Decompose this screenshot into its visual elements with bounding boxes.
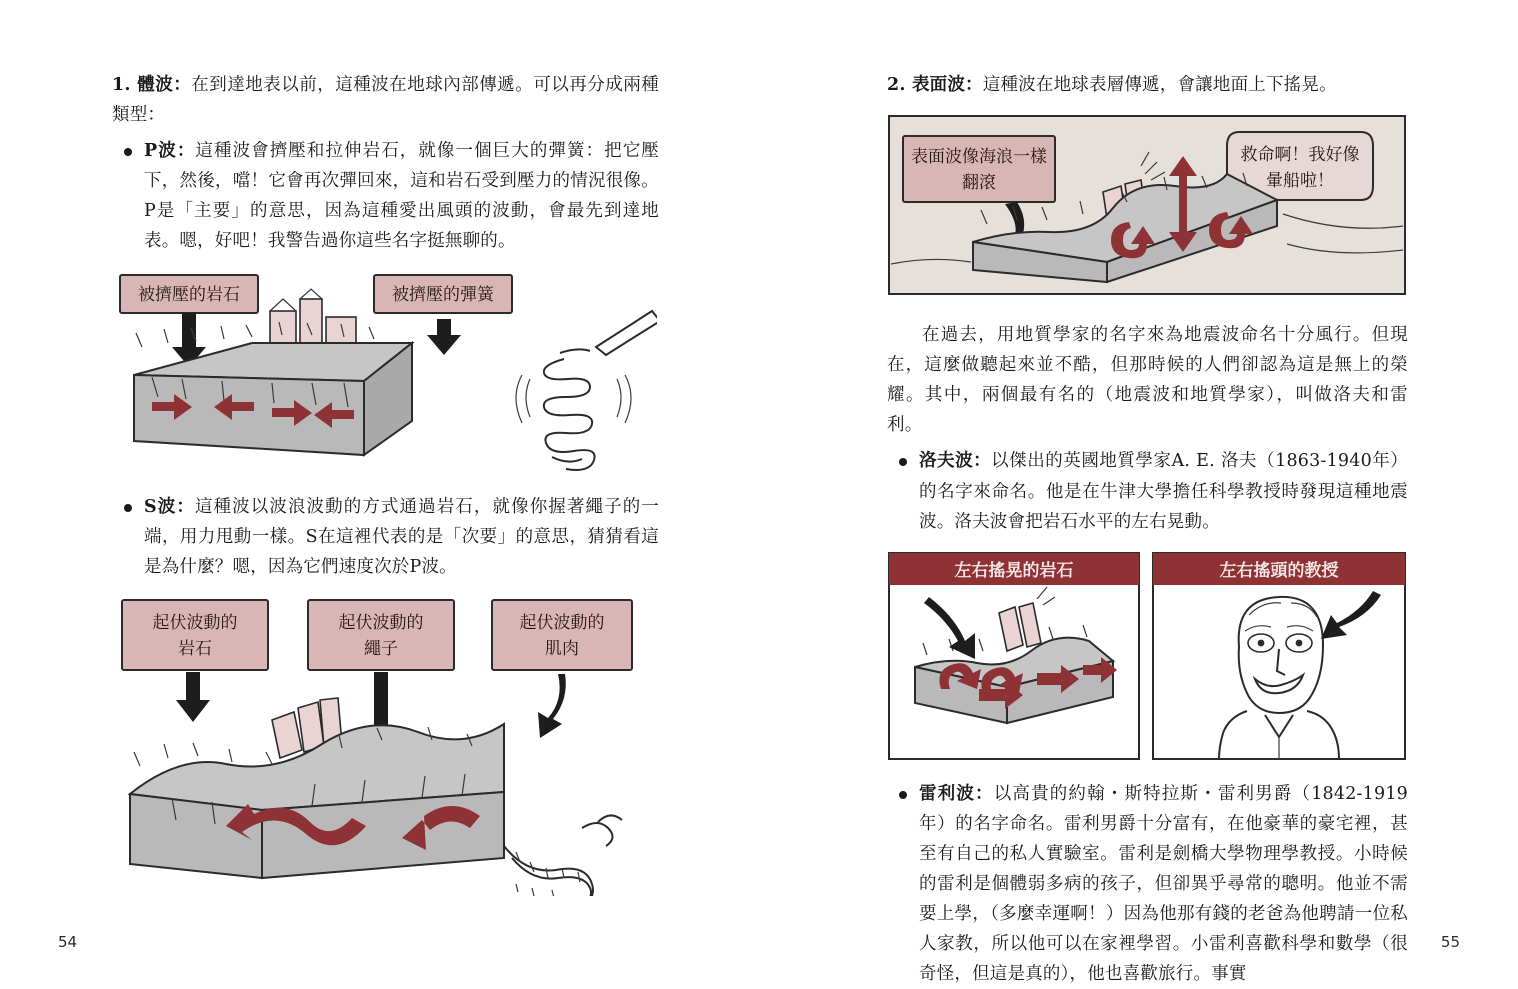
label-rolling-muscle-line2: 肌肉 [545,638,579,659]
surface-wave-illustration [887,114,1407,304]
bullet-rayleigh-wave-body [919,779,1408,989]
bullet-s-wave-text: 這種波以波浪波動的方式通過岩石，就像你握著繩子的一端，用力甩動一樣。S在這裡代表的是「次要」的意思，猜猜看這是為什麼？嗯，因為它們速度次於P波。 [144,496,659,577]
bullet-rayleigh-wave [897,779,1408,989]
right-section-intro-text: 這種波在地球表層傳遞，會讓地面上下搖晃。 [982,75,1337,95]
love-wave-illustration [887,551,1407,763]
bullet-love-wave-text: 以傑出的英國地質學家A. E. 洛夫（1863-1940年）的名字來命名。他是在牛津大學擔任科學教授時發現這種地震波。洛夫波會把岩石水平的左右晃動。 [919,451,1408,532]
bullet-p-wave-term: P波： [144,141,196,162]
label-squeezed-spring: 被擠壓的彈簧 [392,284,494,305]
bullet-love-wave-body [919,446,1408,536]
p-wave-figure [112,271,659,476]
right-paragraph: 在過去，用地質學家的名字來為地震波命名十分風行。但現在，這麼做聽起來並不酷，但那時候的人們卻認為這是無上的榮耀。其中，兩個最有名的（地震波和地質學家），叫做洛夫和雷利。 [887,325,1408,436]
label-surface-wave-line1: 表面波像海浪一樣 [911,147,1047,168]
bullet-s-wave [122,492,659,582]
bullet-p-wave-body [144,136,659,256]
bullet-s-wave-body [144,492,659,582]
speech-text-line2: 暈船啦！ [1266,171,1334,192]
bullet-s-wave-term: S波： [144,496,195,517]
surface-wave-figure [887,114,1408,304]
left-section-heading: 1. 體波： [112,75,192,95]
speech-text-line1: 救命啊！我好像 [1240,145,1360,166]
bullet-rayleigh-wave-term: 雷利波： [919,783,994,804]
label-box-rolling-rock [122,600,268,670]
buildings-group [270,289,356,349]
left-page [0,0,759,979]
page-number-left: 54 [58,933,78,951]
label-surface-wave-line2: 翻滾 [962,173,996,194]
love-wave-figure [887,551,1408,763]
s-wave-illustration [112,596,657,896]
arrow-to-spring [427,319,461,355]
bullet-love-wave [897,446,1408,536]
bullet-love-wave-term: 洛夫波： [919,451,992,472]
label-box-rolling-muscle [492,600,632,670]
s-wave-figure [112,596,659,896]
bullet-rayleigh-wave-text: 以高貴的約翰・斯特拉斯・雷利男爵（1842-1919年）的名字命名。雷利男爵十分富有，在他豪華的豪宅裡，甚至有自己的私人實驗室。雷利是劍橋大學物理學教授。小時候的雷利是個體弱多病的孩子，但卻異乎尋常的聰明。他並不需要上學，（多麼幸運啊！）因為他那有錢的老爸為他聘請一位私人家教，所以他可以在家裡學習。小雷利喜歡科學和數學（很奇怪，但這是真的），他也喜歡旅行。事實 [919,783,1408,985]
right-page [759,0,1518,985]
label-rolling-rope-line2: 繩子 [364,638,398,659]
rock-block-s [130,724,504,878]
spring-and-hand [516,311,657,470]
right-section-heading: 2. 表面波： [887,75,983,95]
label-squeezed-rock: 被擠壓的岩石 [138,284,240,305]
arrow-to-muscle-s [538,674,566,738]
label-rolling-rock-line1: 起伏波動的 [152,612,238,633]
bullet-p-wave-text: 這種波會擠壓和拉伸岩石，就像一個巨大的彈簧：把它壓下，然後，噹！它會再次彈回來，這和岩石受到壓力的情況很像。P是「主要」的意思，因為這種愛出風頭的波動，會最先到達地表。嗯，好吧！我警告過你這些名字挺無聊的。 [144,141,660,252]
right-section-intro [887,70,1408,100]
panel-professor-title: 左右搖頭的教授 [1219,560,1339,581]
p-wave-illustration [112,271,657,476]
label-rolling-rock-line2: 岩石 [178,638,212,659]
bullet-p-wave [122,136,659,256]
left-section-intro [112,70,659,130]
label-box-rolling-rope [308,600,454,670]
arrow-to-rock-s [176,672,210,722]
page-number-right: 55 [1440,933,1460,951]
label-rolling-muscle-line1: 起伏波動的 [519,612,605,633]
panel-rock-title: 左右搖晃的岩石 [954,560,1074,581]
label-rolling-rope-line1: 起伏波動的 [338,612,424,633]
left-section-intro-text: 在到達地表以前，這種波在地球內部傳遞。可以再分成兩種類型： [112,75,660,126]
